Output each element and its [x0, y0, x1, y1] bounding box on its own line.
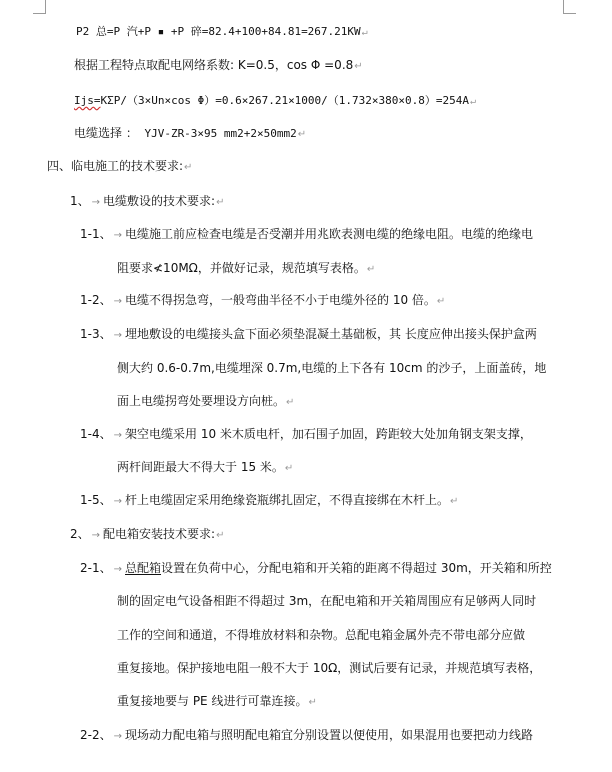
- text-run: 2-1、: [80, 561, 112, 575]
- text-run: 架空电缆采用 10 米木质电杆，加石围子加固，跨距较大处加角钢支架支撑，: [125, 427, 532, 441]
- paragraph-mark-icon: ↵: [308, 697, 317, 708]
- crop-mark-right: [563, 13, 576, 14]
- list-item-continuation: [117, 627, 525, 643]
- text-run: 电缆选择 ：: [74, 126, 138, 140]
- list-item-continuation: [117, 660, 541, 676]
- tab-arrow-icon: →: [113, 296, 122, 307]
- list-item: [80, 492, 458, 510]
- text-run: 设置在负荷中心，分配电箱和开关箱的距离不得超过 30m，开关箱和所控: [161, 561, 552, 575]
- text-run: 现场动力配电箱与照明配电箱宜分别设置以便使用，如果混用也要把动力线路: [125, 728, 534, 742]
- text-run: YJV-ZR-3×95 mm2+2×50mm2: [137, 127, 297, 140]
- paragraph-mark-icon: ↵: [297, 129, 307, 140]
- tab-arrow-icon: →: [113, 496, 122, 507]
- list-item-continuation: [117, 593, 536, 609]
- tab-arrow-icon: →: [113, 230, 122, 241]
- paragraph-mark-icon: ↵: [361, 27, 368, 38]
- list-item-continuation: [117, 260, 375, 278]
- tab-arrow-icon: →: [91, 530, 101, 541]
- list-item-continuation: [117, 360, 546, 376]
- text-run: 重复接地。保护接地电阻一般不大于 10Ω，测试后要有记录，并规范填写表格，: [117, 661, 542, 675]
- text-run: 配电箱安装技术要求:: [103, 527, 216, 541]
- paragraph-mark-icon: ↵: [284, 463, 294, 474]
- list-item-continuation: [117, 393, 294, 411]
- tab-arrow-icon: →: [91, 197, 101, 208]
- text-run: 1-3、: [80, 327, 112, 341]
- list-item: [80, 326, 537, 344]
- crop-mark-left: [45, 0, 46, 14]
- coefficient-line: [74, 57, 363, 75]
- paragraph-mark-icon: ↵: [354, 61, 363, 72]
- text-run: 工作的空间和通道，不得堆放材料和杂物。总配电箱金属外壳不带电部分应做: [117, 628, 526, 642]
- paragraph-mark-icon: ↵: [216, 530, 225, 541]
- tab-arrow-icon: →: [113, 731, 122, 742]
- list-item-continuation: [117, 693, 317, 711]
- paragraph-mark-icon: ↵: [184, 162, 193, 173]
- paragraph-mark-icon: ↵: [286, 397, 295, 408]
- text-run: +P 碎=82.4+100+84.81=267.21KW: [164, 25, 361, 38]
- text-run: 1-4、: [80, 427, 112, 441]
- text-run: 2、: [70, 527, 90, 541]
- list-item: [80, 292, 445, 310]
- tab-arrow-icon: →: [113, 564, 122, 575]
- text-run: 两杆间距最大不得大于 15 米。: [117, 460, 284, 474]
- list-item: [80, 560, 552, 578]
- tab-arrow-icon: →: [113, 430, 122, 441]
- text-run: 侧大约 0.6-0.7m,电缆埋深 0.7m,电缆的上下各有 10cm 的沙子，上面盖砖，地: [117, 361, 547, 375]
- text-run: 2-2、: [80, 728, 112, 742]
- symbol: ▪: [157, 25, 165, 38]
- list-item: [80, 426, 532, 444]
- text-run: 1-1、: [80, 227, 112, 241]
- list-item-continuation: [117, 459, 293, 477]
- ijs-formula: [74, 93, 476, 110]
- text-run: 制的固定电气设备相距不得超过 3m，在配电箱和开关箱周围应有足够两人同时: [117, 594, 537, 608]
- subsection-heading: [70, 526, 224, 544]
- paragraph-mark-icon: ↵: [436, 296, 446, 307]
- paragraph-mark-icon: ↵: [366, 264, 376, 275]
- text-run: 杆上电缆固定采用绝缘瓷瓶绑扎固定，不得直接绑在木杆上。: [125, 493, 450, 507]
- text-run: Ijs=: [74, 94, 101, 107]
- text-run: 重复接地要与 PE 线进行可靠连接。: [117, 694, 308, 708]
- text-run: KΣP/（3×Un×cos Φ）=0.6×267.21×1000/（1.732×380×0.8）=254A: [100, 94, 470, 107]
- paragraph-mark-icon: ↵: [470, 96, 477, 107]
- tab-arrow-icon: →: [113, 330, 122, 341]
- text-run: P2 总=P 汽+P: [76, 25, 158, 38]
- paragraph-mark-icon: ↵: [450, 496, 459, 507]
- paragraph-mark-icon: ↵: [216, 197, 225, 208]
- subsection-heading: [70, 193, 224, 211]
- text-run: 电缆敷设的技术要求:: [103, 194, 216, 208]
- text-run: 1-5、: [80, 493, 112, 507]
- cable-selection: [74, 125, 306, 143]
- text-run: 根据工程特点取配电网络系数: K=0.5，cos Φ =0.8: [74, 58, 354, 72]
- text-run: 总配箱: [125, 561, 162, 575]
- text-run: 1、: [70, 194, 90, 208]
- text-run: 面上电缆拐弯处要埋设方向桩。: [117, 394, 286, 408]
- text-run: 四、临电施工的技术要求:: [47, 159, 184, 173]
- section-heading: [47, 158, 192, 176]
- list-item: [80, 727, 533, 745]
- text-run: 电缆施工前应检查电缆是否受潮并用兆欧表测电缆的绝缘电阻。电缆的绝缘电: [125, 227, 534, 241]
- crop-mark-right: [563, 0, 564, 14]
- text-run: 电缆不得拐急弯，一般弯曲半径不小于电缆外径的 10 倍。: [125, 293, 436, 307]
- text-run: 埋地敷设的电缆接头盒下面必须垫混凝土基础板，其 长度应伸出接头保护盒两: [125, 327, 537, 341]
- p2-formula: [76, 24, 368, 41]
- text-run: 1-2、: [80, 293, 112, 307]
- text-run: 阻要求≮10MΩ，并做好记录，规范填写表格。: [117, 261, 366, 275]
- crop-mark-left: [33, 13, 46, 14]
- list-item: [80, 226, 533, 244]
